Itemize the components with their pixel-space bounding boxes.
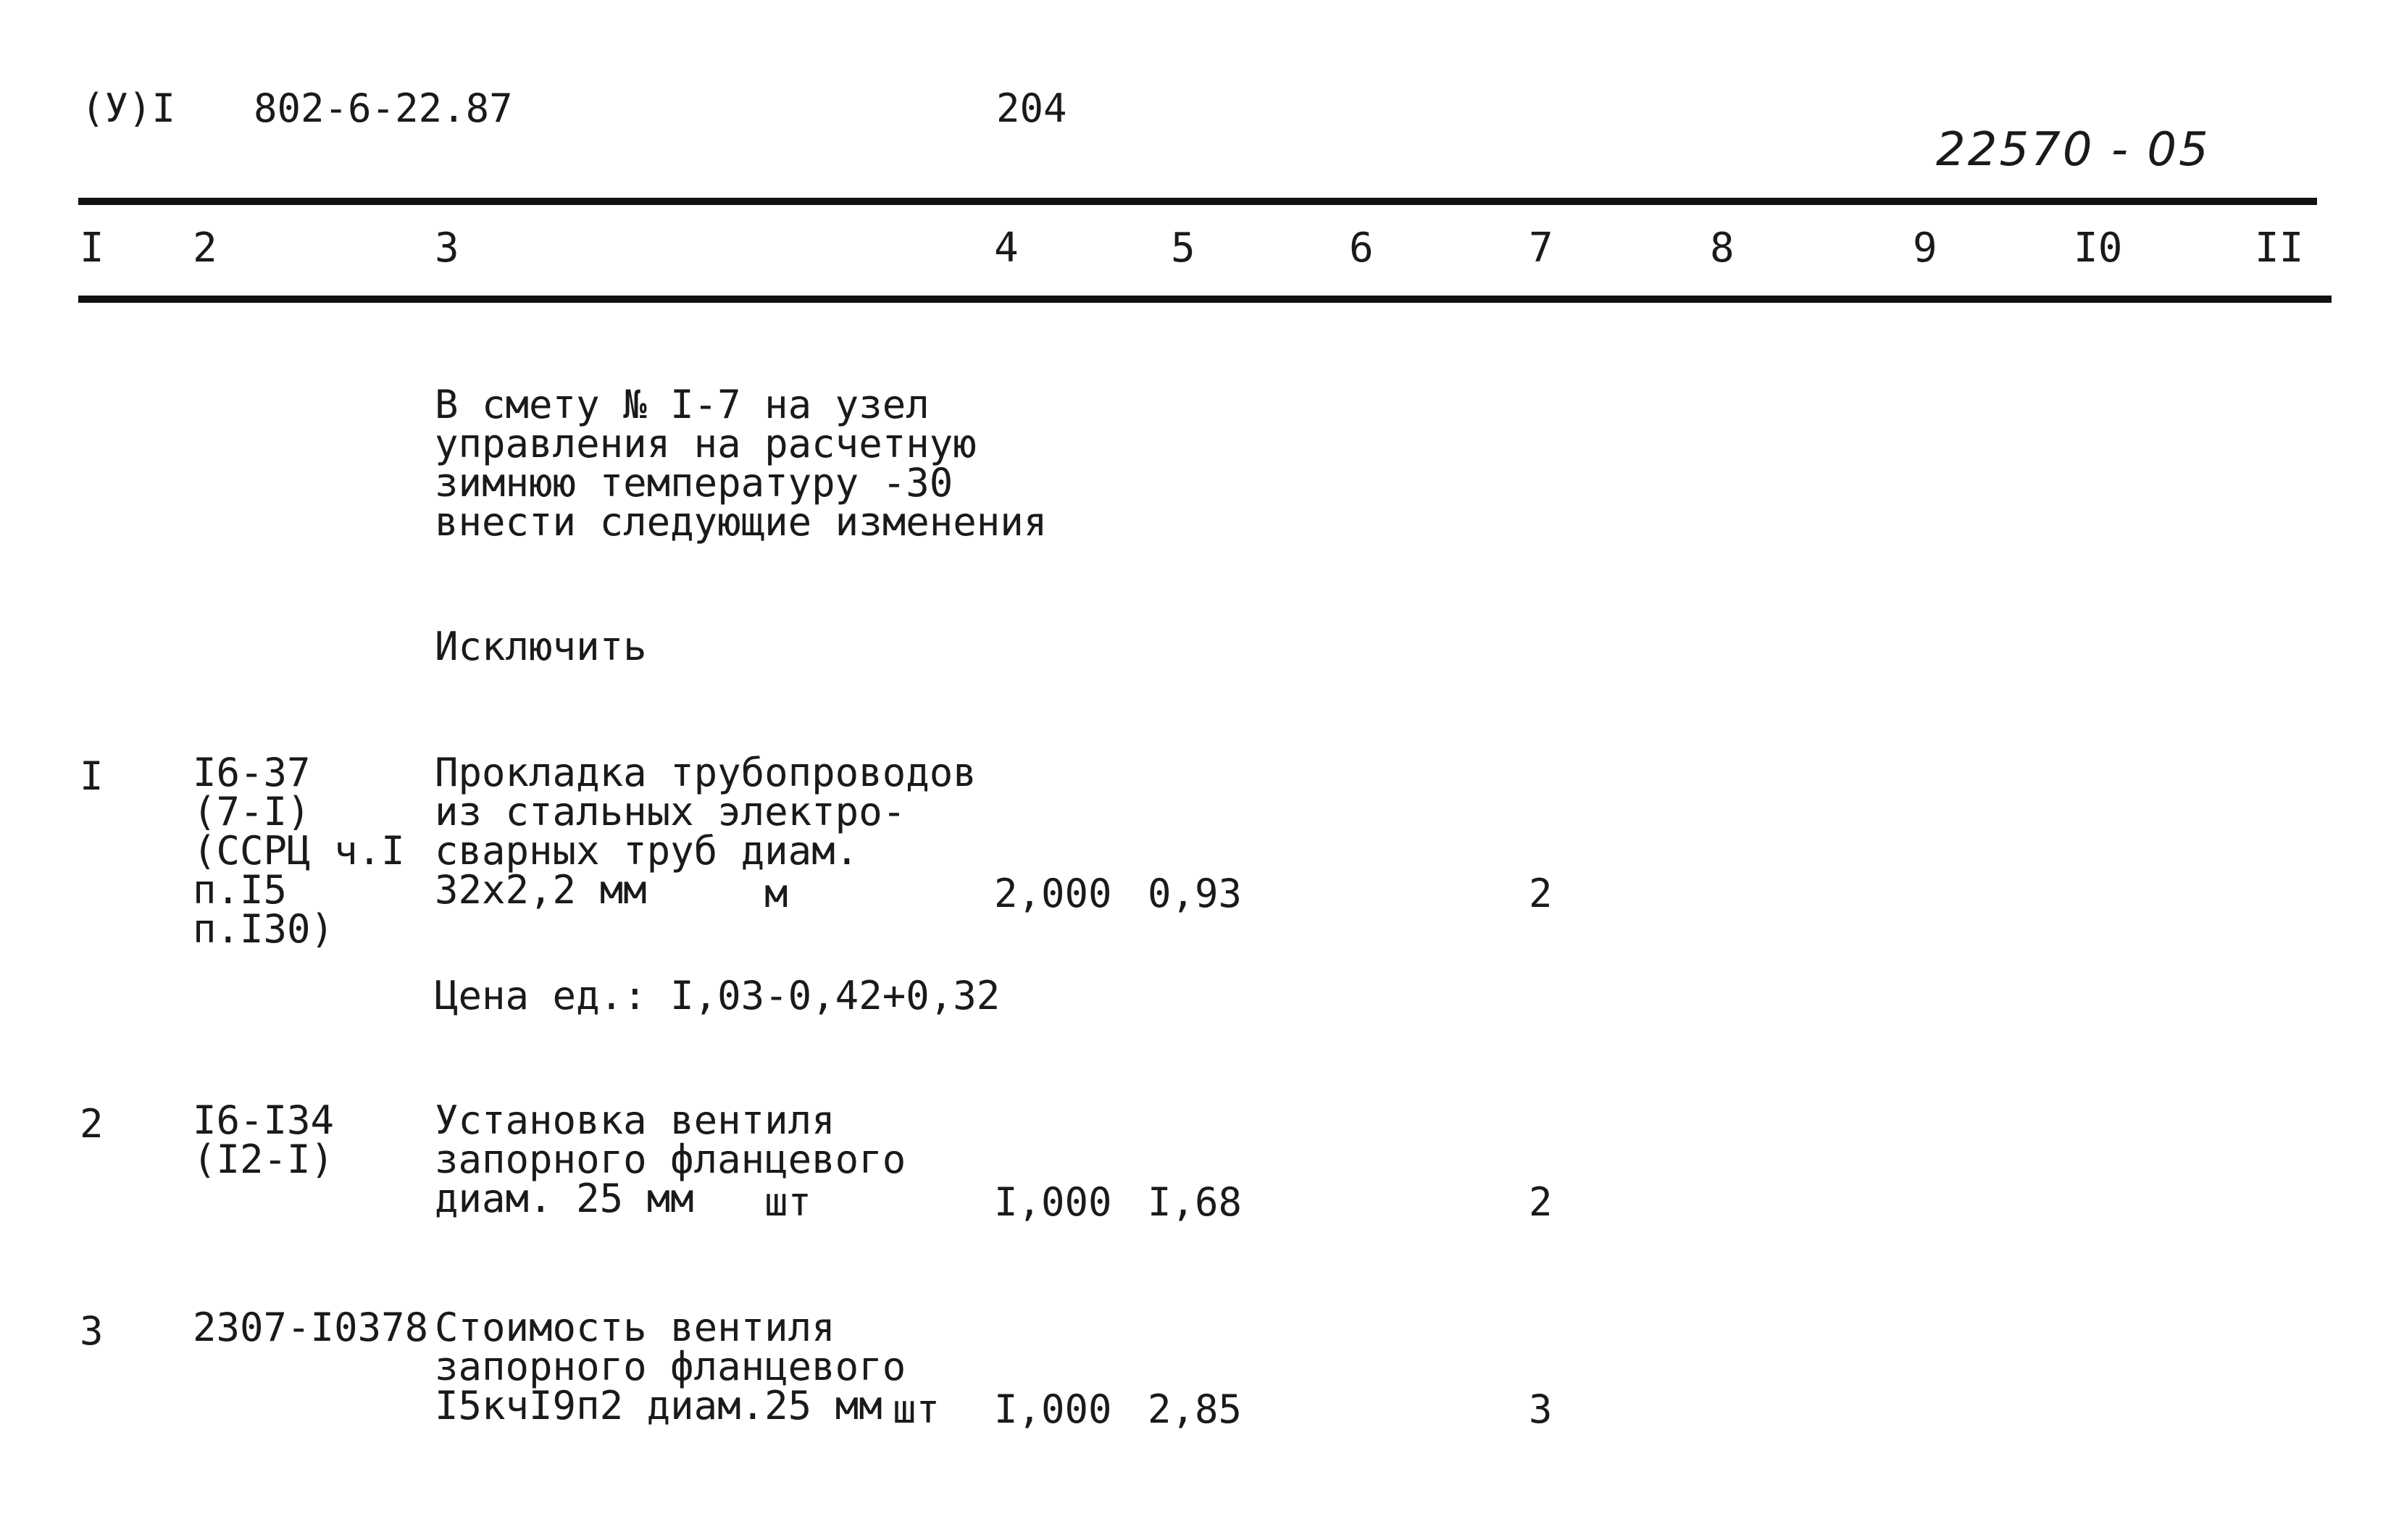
row-description-line: I5кчI9п2 диам.25 мм xyxy=(435,1383,882,1428)
row-description-line: запорного фланцевого xyxy=(435,1137,906,1182)
row-code-line: 2307-I0378 xyxy=(193,1305,429,1350)
column-header-8: 8 xyxy=(1710,225,1735,272)
row-description-line: Стоимость вентиля xyxy=(435,1305,835,1350)
row-code-line: п.I5 xyxy=(193,867,288,913)
row-description-line: Установка вентиля xyxy=(435,1097,835,1143)
header-top-rule xyxy=(78,198,2317,205)
row-description-line: сварных труб диам. xyxy=(435,828,859,874)
column-header-5: 5 xyxy=(1171,225,1195,272)
column-header-2: 2 xyxy=(193,225,217,272)
intro-line: управления на расчетную xyxy=(435,421,977,466)
row-column-7-value: 2 xyxy=(1529,871,1553,916)
row-unit: м xyxy=(764,871,788,916)
row-code-line: I6-37 xyxy=(193,750,311,795)
row-unit: шт xyxy=(893,1386,940,1432)
column-header-10: I0 xyxy=(2074,225,2123,272)
row-code-line: (I2-I) xyxy=(193,1137,335,1182)
row-description-line: 32x2,2 мм xyxy=(435,867,647,913)
row-quantity: I,000 xyxy=(994,1179,1112,1225)
row-code-line: (ССРЦ ч.I xyxy=(193,828,405,874)
row-description-line: из стальных электро- xyxy=(435,789,906,834)
inventory-number: 22570 - 05 xyxy=(1936,123,2211,177)
row-code-line: I6-I34 xyxy=(193,1097,335,1143)
intro-line: внести следующие изменения xyxy=(435,499,1048,545)
row-description-line: диам. 25 мм xyxy=(435,1176,694,1221)
row-number: 3 xyxy=(80,1308,104,1354)
row-unit-price: 2,85 xyxy=(1148,1386,1243,1432)
row-unit-price: 0,93 xyxy=(1148,871,1243,916)
column-header-3: 3 xyxy=(435,225,459,272)
row-quantity: I,000 xyxy=(994,1386,1112,1432)
column-header-6: 6 xyxy=(1349,225,1374,272)
column-header-7: 7 xyxy=(1529,225,1553,272)
intro-line: зимнюю температуру -30 xyxy=(435,460,953,506)
document-number: 802-6-22.87 xyxy=(254,85,513,131)
page-number: 204 xyxy=(996,85,1067,131)
row-description-line: запорного фланцевого xyxy=(435,1344,906,1389)
row-description-line: Прокладка трубопроводов xyxy=(435,750,977,795)
column-header-11: II xyxy=(2255,225,2304,272)
row-number: 2 xyxy=(80,1101,104,1147)
row-quantity: 2,000 xyxy=(994,871,1112,916)
row-column-7-value: 3 xyxy=(1529,1386,1553,1432)
row-unit-price: I,68 xyxy=(1148,1179,1243,1225)
row-code-line: п.I30) xyxy=(193,906,335,952)
document-code-prefix: (У)I xyxy=(81,85,176,131)
column-header-4: 4 xyxy=(994,225,1019,272)
row-unit: шт xyxy=(764,1179,812,1225)
column-header-9: 9 xyxy=(1913,225,1937,272)
row-number: I xyxy=(80,753,104,799)
section-label-exclude: Исключить xyxy=(435,624,647,669)
row-column-7-value: 2 xyxy=(1529,1179,1553,1225)
header-bottom-rule xyxy=(78,296,2332,303)
intro-line: В смету № I-7 на узел xyxy=(435,382,930,427)
row-code-line: (7-I) xyxy=(193,789,311,834)
column-header-1: I xyxy=(80,225,104,272)
row-price-note: Цена ед.: I,03-0,42+0,32 xyxy=(435,973,1001,1018)
